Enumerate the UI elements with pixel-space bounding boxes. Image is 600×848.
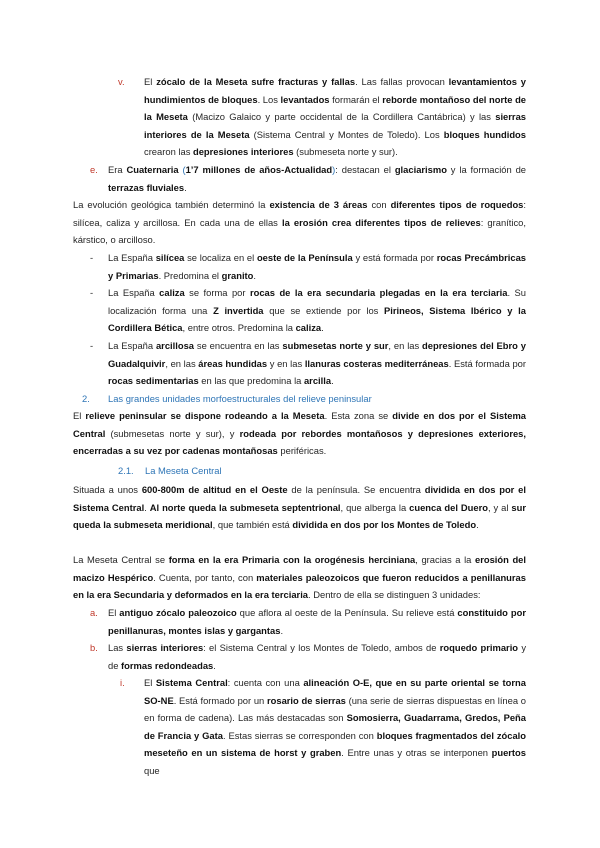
paragraph-forma: La Meseta Central se forma en la era Primaria con la orogénesis herciniana, gracias a la erosión del macizo Hespérico. Cuenta, por tanto, con materiales paleozoicos que fueron reducidos a penillanuras en la era Secundaria y deformados en la era terciaria. Dentro de ella se distinguen 3 unidades: [73,554,527,600]
dash-item-arcillosa: La España arcillosa se encuentra en las submesetas norte y sur, en las depresiones del Ebro y Guadalquivir, en las áreas hundidas y en las llanuras costeras mediterráneas. Está formada por rocas sedimentarias en las que predomina la arcilla. [108,340,526,386]
list-item-i: El Sistema Central: cuenta con una alineación O-E, que en su parte oriental se torna SO-NE. Está formado por un rosario de sierras (una serie de sierras dispuestas en línea o en forma de cadena). Las más destacadas son Somosierra, Guadarrama, Gredos, Peña de Francia y Gata. Estas sierras se corresponden con bloques fragmentados del zócalo meseteño en un sistema de horst y graben. Entre unas y otras se interponen puertos que [144,677,526,776]
list-marker-v: v. [118,76,125,87]
dash-marker: - [90,252,94,263]
paragraph-relieve: El relieve peninsular se dispone rodeando a la Meseta. Esta zona se divide en dos por el Sistema Central (submesetas norte y sur), y rodeada por rebordes montañosos y depresiones exteriores, encerradas a su vez por cadenas montañosas periféricas. [73,410,526,456]
list-marker-i: i. [120,677,125,688]
list-marker-b: b. [90,642,98,653]
dash-item-silicea: La España silícea se localiza en el oeste de la Península y está formada por rocas Precámbricas y Primarias. Predomina el granito. [108,252,527,281]
dash-marker: - [90,287,94,298]
paragraph-evolucion: La evolución geológica también determinó la existencia de 3 áreas con diferentes tipos de roquedos: silícea, caliza y arcillosa. En cada una de ellas la erosión crea diferentes tipos de relieves: granítico, kárstico, o arcilloso. [73,199,526,245]
subsection-heading: La Meseta Central [145,465,222,476]
list-marker-a: a. [90,607,98,618]
list-item-a: El antiguo zócalo paleozoico que aflora al oeste de la Península. Su relieve está constituido por penillanuras, montes islas y gargantas. [108,607,526,636]
dash-item-caliza: La España caliza se forma por rocas de la era secundaria plegadas en la era terciaria. Su localización forma una Z invertida que se extiende por los Pirineos, Sistema Ibérico y la Cordillera Bética, entre otros. Predomina la caliza. [108,287,527,333]
list-item-b: Las sierras interiores: el Sistema Central y los Montes de Toledo, ambos de roquedo primario y de formas redondeadas. [108,642,527,671]
list-item-e: Era Cuaternaria (1’7 millones de años-Actualidad): destacan el glaciarismo y la formación de terrazas fluviales. [108,164,526,193]
section-number: 2. [82,393,90,404]
section-heading: Las grandes unidades morfoestructurales del relieve peninsular [108,393,372,404]
list-marker-e: e. [90,164,98,175]
subsection-number: 2.1. [118,465,134,476]
paragraph-situada: Situada a unos 600-800m de altitud en el Oeste de la península. Se encuentra dividida en dos por el Sistema Central. Al norte queda la submeseta septentrional, que alberga la cuenca del Duero, y al sur queda la submeseta meridional, que también está dividida en dos por los Montes de Toledo. [73,484,526,530]
dash-marker: - [90,340,94,351]
list-item-v: El zócalo de la Meseta sufre fracturas y fallas. Las fallas provocan levantamientos y hundimientos de bloques. Los levantados formarán el reborde montañoso del norte de la Meseta (Macizo Galaico y parte occidental de la Cordillera Cantábrica) y las sierras interiores de la Meseta (Sistema Central y Montes de Toledo). Los bloques hundidos crearon las depresiones interiores (submeseta norte y sur). [144,76,527,157]
